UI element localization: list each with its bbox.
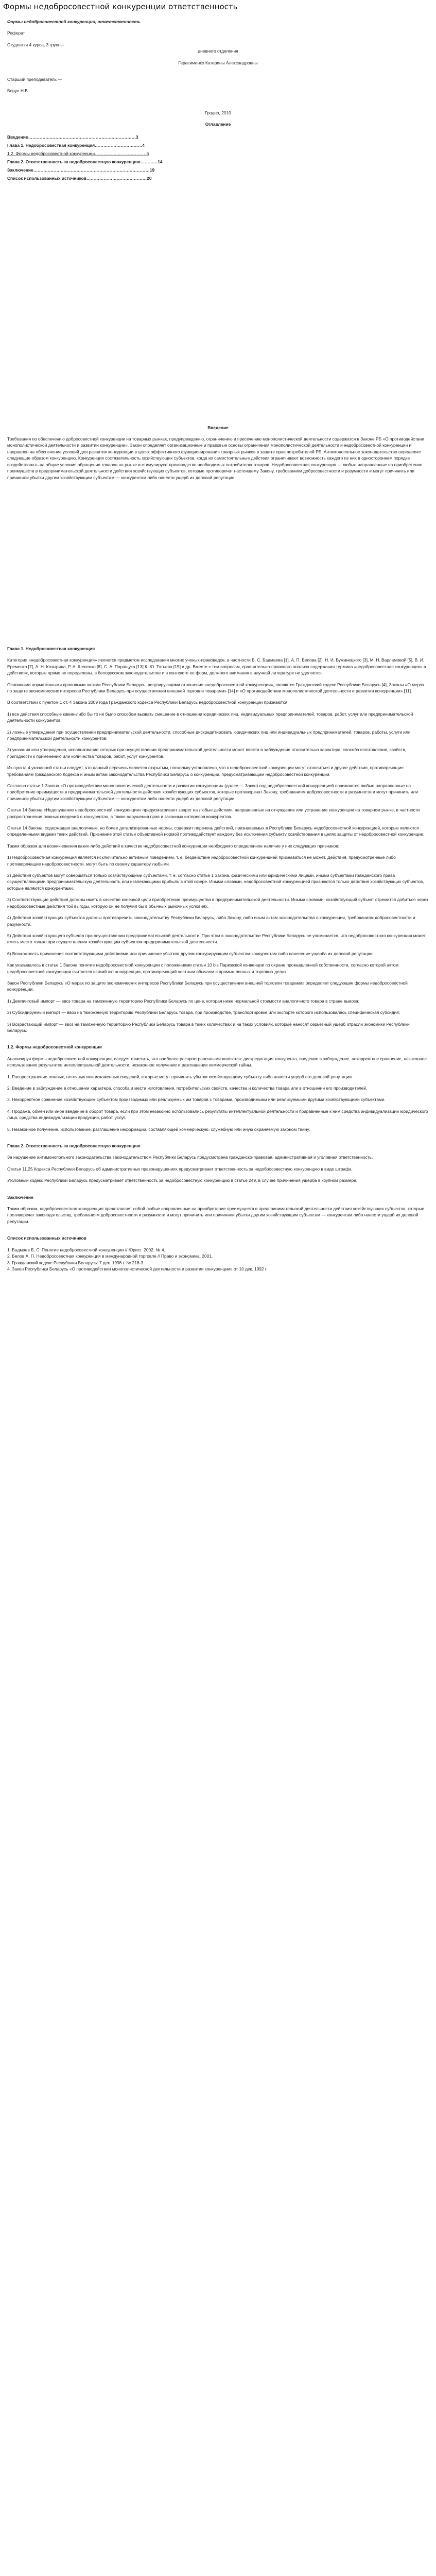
s12-paragraph: Анализируя формы недобросовестной конкуренции, следует отметить, что наиболее распространенными являются: дискредитация конкурента, введение в заблуждение, некорректное сравнение, незаконное использование результатов интеллектуальной деятельности, незаконное получение и разглашение коммерческой тайны. — [7, 1056, 427, 1068]
toc-item[interactable]: 1.2. Формы недобросовестной конкуренции………………………………6 — [7, 150, 149, 156]
ch1-paragraph: 1) Недобросовестная конкуренция является исключительно активным поведением, т. е. бездействие недобросовестной конкуренцией признаваться не может. Действия, предусмотренные либо противоречащие недобросовестности, могут быть по своему характеру любыми. — [7, 855, 396, 867]
ch1-paragraph: Как указывалось в статье 1 Закона понятие недобросовестной конкуренции с положениями статьи 10 bis Парижской конвенции по охране промышленной собственности, согласно которой актом недобросовестной конкуренции считается всякий акт конкуренции, противоречащий честным обычаям в промышленных и торговых делах. — [7, 962, 399, 974]
ch1-paragraph: 3) Соответствующие действия должны иметь в качестве конечной цели приобретение преимущества в предпринимательской деятельности. Иными словами, хозяйствующий субъект стремится добиться через недобросовестные действия той выгоды, которую он не получил бы в обычных рыночных условиях. — [7, 897, 428, 909]
intro-paragraph: Требования по обеспечению добросовестной конкуренции на товарных рынках, предупреждению, ограничению и пресечению монополистической деятельности содержатся в Законе РБ «О противодействии монополистической деятельности и развитии конкуренции». Закон определяет организационные и правовые основы ограничения монополистической деятельности и недобросовестной конкуренции и направлен на обеспечение условий для развития конкуренции в целях эффективного функционирования товарных рынков в защите прав потребителей РБ. Антимонопольное законодательство определяет следующие образом конкуренцию. Конкуренция состязательность хозяйствующих субъектов, когда их самостоятельные действия ограничивают возможность каждого из них в одностороннем порядке воздействовать на общие условия обращения товаров на рынке и стимулируют производство необходимых потребителю товаров. Недобросовестная конкуренция — любые направленные на приобретение преимуществ в предпринимательской деятельности действия хозяйствующих субъектов, которые противоречат настоящему Закону, требованиям добросовестности и разумности и могут причинить или причинили убытки другим хозяйствующим субъектам — конкурентам либо нанести ущерб их деловой репутации. — [7, 436, 424, 480]
table-of-contents — [7, 133, 429, 182]
ch1-paragraph: 1) все действия способные каким-либо бы то ни было способом вызвать смешение в отношении юридических лиц, индивидуальных предпринимателей, товаров, работ, услуг или предпринимательской деятельности конкурентов; — [7, 711, 413, 723]
ch1-paragraph: 2) ложные утверждения при осуществлении предпринимательской деятельности, способные дискредитировать юридических лиц или индивидуальных предпринимателей, товаров, работы, услуги или предпринимательской деятельности конкурентов; — [7, 729, 411, 741]
ch1-paragraph: Статья 14 Закона «Недопущение недобросовестной конкуренции» предусматривает запрет на любые действия, направленные на отчуждение или устранение конкуренции на товарном рынке, в частности распространение ложных сведений о конкурентах, а также нарушения прав и законных интересов конкурентов. — [7, 807, 420, 819]
s12-paragraph: 5. Незаконное получение, использование, разглашение информации, составляющей коммерческую, служебную или иную охраняемую законом тайну. — [7, 1126, 310, 1132]
ch1-heading: Глава 1. Недобросовестная конкуренция — [7, 646, 95, 651]
ch1-paragraph: 6) Возможность причинения соответствующими действиями или причинение убытков другим конкурирующим субъектам-конкурентам либо нанесение ущерба их деловой репутации. — [7, 951, 374, 956]
refs-heading: Список использованных источников — [7, 1235, 86, 1241]
conclusion-heading: Заключение — [7, 1194, 33, 1200]
cover-referat: Реферат — [7, 30, 25, 36]
ch2-heading: Глава 2. Ответственность за недобросовестную конкуренцию — [7, 1143, 141, 1149]
ch1-paragraph: Статья 14 Закона, содержащая аналогичные, но более детализированные нормы, содержит перечень действий, признаваемых в Республике Беларусь недобросовестной конкуренцией, которые являются определенными видами таких действий. Признание этой статьи объективной нормой противодействует каждому без исключения субъекту хозяйствования в целях защиты от недобросовестной конкуренции. — [7, 825, 425, 837]
page-title: Формы недобросовестной конкуренции ответственность — [3, 2, 238, 11]
ch1-paragraph: Закон Республики Беларусь «О мерах по защите экономических интересов Республики Беларусь при осуществлении внешней торговли товарами» определяет следующие формы недобросовестной конкуренции: — [7, 980, 408, 992]
refs-list — [7, 1247, 429, 1273]
s12-heading: 1.2. Формы недобросовестной конкуренции — [7, 1044, 102, 1050]
cover-topic: Формы недобросовестной конкуренции, ответственность — [7, 19, 141, 24]
s12-paragraph: 1. Распространение ложных, неточных или искаженных сведений, которые могут причинить убытки хозяйствующему субъекту либо нанести ущерб его деловой репутации. — [7, 1074, 353, 1079]
ch1-paragraph: 1) Демпинговый импорт — ввоз товара на таможенную территорию Республики Беларусь по цене, которая ниже нормальной стоимости аналогичного товара в стране вывоза; — [7, 998, 360, 1004]
s12-paragraph: 2. Введение в заблуждение в отношении характера, способа и места изготовления, потребительских свойств, качества и количества товара или в отношении его производителей. — [7, 1086, 368, 1091]
cover-author: Герасименко Катерины Александровны — [178, 60, 258, 65]
ch1-paragraph: 5) Действия хозяйствующего субъекта при осуществлении предпринимательской деятельности. При этом в законодательстве Республики Беларусь не упоминается, что недобросовестная конкуренция может иметь место только при осуществлении хозяйствующим субъектом предпринимательской деятельности. — [7, 933, 426, 945]
ch1-paragraph: 3) указания или утверждения, использование которых при осуществлении предпринимательской деятельности может ввести в заблуждение относительно характера, способа изготовления, свойств, пригодности к применению или количества товаров, работ, услуг конкурентов. — [7, 747, 407, 759]
ch1-paragraph: Таким образом для возникновения каких-либо действий в качестве недобросовестной конкуренции необходимо определенное наличие у них следующих признаков: — [7, 843, 339, 849]
ch1-paragraph: Согласно статье 1 Закона «О противодействии монополистической деятельности и развитии конкуренции» (далее — Закон) под недобросовестной конкуренцией понимаются любые направленные на приобретение преимуществ в предпринимательской деятельности действия хозяйствующих субъектов, которые противоречат Закону, требованиям добросовестности и разумности и могут причинить или причинили убытки другим хозяйствующим субъектам — конкурентам либо нанести ущерб их деловой репутации. — [7, 783, 418, 801]
cover-supervisor-label: Старший преподаватель — — [7, 77, 62, 82]
intro-heading: Введение — [207, 425, 229, 430]
cover-dept: дневного отделения — [198, 48, 238, 54]
document-body — [0, 13, 436, 1272]
toc-item[interactable]: Заключение………………………………………………………………………19 — [7, 167, 155, 173]
ch1-paragraph: 3) Возрастающий импорт — ввоз на таможенную территорию Республики Беларусь товара в таких количествах и на таких условиях, которые наносят серьезный ущерб отрасли экономики Республики Беларусь. — [7, 1021, 410, 1033]
ch1-paragraph: Из пункта 4 указанной статьи следует, что данный перечень является открытым, поскольку установлено, что к недобросовестной конкуренции могут относиться и другие действия, противоречащие требованиям гражданского Кодекса и иным актам законодательства Республики Беларусь о конкуренции, предусматривающим недобросовестной конкуренции. — [7, 765, 404, 777]
ref-item: 3. Гражданский кодекс Республики Беларусь: 7 дек. 1998 г. № 218-З. — [7, 1260, 145, 1265]
s12-paragraph: 3. Некорректное сравнение хозяйствующим субъектом производимых или реализуемых им товаров с товарами, производимыми или реализуемыми другими хозяйствующими субъектами. — [7, 1097, 386, 1103]
ref-item: 1. Бадмаев Б. С. Понятие недобросовестной конкуренции // Юрист. 2002. № 4. — [7, 1247, 165, 1252]
toc-item[interactable]: Введение…………………………………………………………………3 — [7, 134, 138, 140]
ch1-paragraph: 4) Действия хозяйствующих субъектов должны противоречить законодательству Республики Беларусь, либо Закону, либо иным актам законодательства о конкуренции, требованиям добросовестности и разумности. — [7, 915, 415, 927]
ch1-paragraph: Основными нормативными правовыми актами Республики Беларусь, регулирующими отношения «недобросовестной конкуренции», являются Гражданский кодекс Республики Беларусь [4], Законы «О мерах по защите экономических интересов Республики Беларусь при осуществлении внешней торговли товарами» [14] и «О противодействии монополистической деятельности и развитии конкуренции» [11]. — [7, 682, 425, 693]
ch1-paragraph: В соответствии с пунктом 1 ст. 4 Закона 2009 года Гражданского кодекса Республики Беларусь недобросовестной конкуренции признаются: — [7, 700, 289, 705]
ch1-paragraph: Категория «недобросовестная конкуренция» является предметом исследования многих ученых-правоведов, в частности Б. С. Бадмаева [1], А. П. Белова [2], Н. И. Бужинецкого [3], М. Н. Варламовой [5], В. И. Еременко [7], А. Н. Козырина, Р. А. Шепенко [8], С. А. Паращука [13] К. Ю. Тотьева [15] и др. Вместе с тем вопросам, сравнительно-правового анализа содержания термина «недобросовестная конкуренция» в действиях, которые прямо не определены, в белорусском законодательстве и в контексте ее форм, должного внимания в научной литературе не уделяется. — [7, 657, 426, 676]
ch1-paragraph: 2) Действия субъектов могут совершаться только хозяйствующими субъектами, т. е. согласно статье 1 Закона, физическими или юридическими лицами, иными субъектами гражданского права осуществляющими предпринимательскую деятельность или извлекающими прибыль в этой сфере. Иными словами, недобросовестной конкуренцией признаются только действия хозяйствующих субъектов, которые являются конкурентами. — [7, 873, 424, 891]
ch2-paragraph: Уголовный кодекс Республики Беларусь предусматривает ответственность за недобросовестную конкуренцию в статье 249, в случае причинения ущерба в крупном размере. — [7, 1178, 358, 1183]
cover-student: Студентки 4 курса, 3 группы — [7, 42, 64, 47]
toc-item[interactable]: Глава 2. Ответственность за недобросовестную конкуренцию…………14 — [7, 159, 163, 164]
ref-item: 4. Закон Республики Беларусь «О противодействии монополистической деятельности и развитии конкуренции» от 10 дек. 1992 г. — [7, 1266, 268, 1272]
ch1-paragraph: 2) Субсидируемый импорт — ввоз на таможенную территорию Республики Беларусь товара, при производстве, транспортировке или экспорте которого использовалась специфическая субсидия; — [7, 1010, 400, 1015]
toc-item[interactable]: Список использованных источников……………………………………20 — [7, 175, 152, 181]
ch2-paragraph: За нарушение антимонопольного законодательства законодательством Республики Беларусь предусмотрена гражданско-правовая, административная и уголовная ответственность. — [7, 1155, 373, 1160]
conclusion-paragraph: Таким образом, недобросовестная конкуренция представляет собой любые направленные на приобретение преимуществ в предпринимательской деятельности действия хозяйствующих субъектов, которые противоречат законодательству, требованиям добросовестности и разумности и могут причинить или причинили убытки другим хозяйствующим субъектам — конкурентам либо нанести ущерб их деловой репутации. — [7, 1206, 425, 1224]
ref-item: 2. Белов А. П. Недобросовестная конкуренция в международной торговле // Право и экономика. 2001. — [7, 1253, 213, 1259]
s12-paragraph: 4. Продажа, обмен или иное введение в оборот товара, если при этом незаконно использовались результаты интеллектуальной деятельности и приравненные к ним средства индивидуализации юридического лица, средства индивидуализации продукции, работ, услуг. — [7, 1108, 428, 1121]
cover-city-year: Гродно, 2010 — [205, 110, 231, 115]
toc-item[interactable]: Глава 1. Недобросовестная конкуренция……………………………4 — [7, 142, 145, 148]
ch2-paragraph: Статья 11.25 Кодекса Республики Беларусь об административных правонарушениях предусматривает ответственность за недобросовестную конкуренцию в виде штрафа. — [7, 1166, 353, 1172]
s12-body — [7, 1056, 429, 1132]
ch2-body — [7, 1154, 429, 1183]
toc-heading: Оглавление — [205, 122, 231, 127]
ch1-body — [7, 657, 429, 1033]
cover-supervisor-name: Борун Н.В — [7, 88, 28, 94]
